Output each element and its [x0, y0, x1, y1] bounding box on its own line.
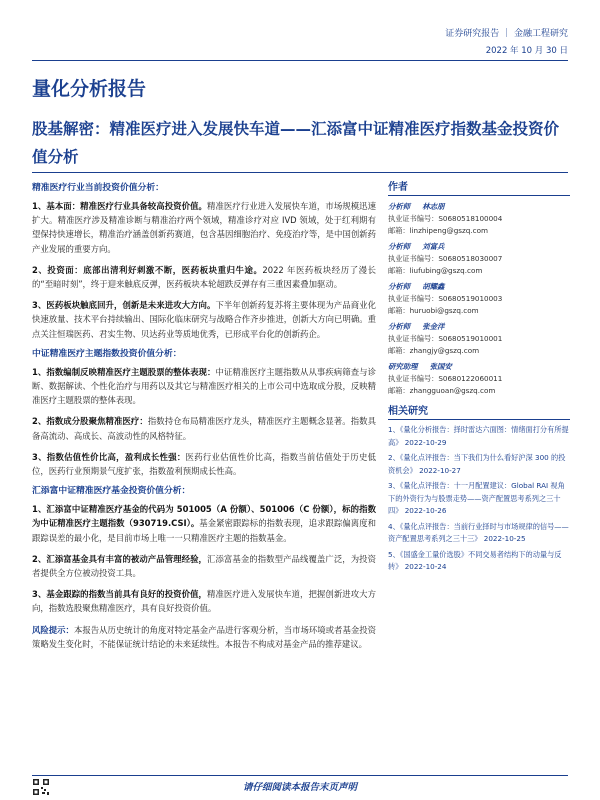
analyst-role: 分析师 胡耀鑫 [388, 282, 445, 291]
related-report-link[interactable]: 3、《量化点评报告：十一月配置建议：Global RAI 视角下的外资行为与股票走势——资产配置思考系列之三十四》 2022-10-26 [388, 481, 565, 515]
related-report-link[interactable]: 5、《国盛金工量价选股》不同交易者结构下的动量与反转》 2022-10-24 [388, 549, 562, 571]
related-date: 2022-10-24 [404, 562, 447, 571]
header-divider [32, 60, 568, 61]
analyst-role: 分析师 张金洋 [388, 322, 445, 331]
section-fund [32, 485, 376, 615]
related-report-link[interactable]: 2、《量化点评报告：当下我们为什么看好沪深 300 的投资机会》 2022-10-27 [388, 453, 566, 475]
analyst-email[interactable]: 邮箱：zhangjy@gszq.com [388, 345, 480, 355]
analyst-role: 分析师 林志朋 [388, 202, 445, 211]
paragraph-lead: 1、汇添富中证精准医疗基金的代码为 501005（A 份额）、501006（C 份额），标的指数为中证精准医疗主题指数（930719.CSI）。 [32, 504, 376, 529]
analyst-email[interactable]: 邮箱：liufubing@gszq.com [388, 265, 483, 275]
analyst-name: 张国安 [429, 362, 452, 371]
title-divider [32, 172, 568, 173]
related-date: 2022-10-29 [404, 437, 447, 447]
footer-divider [32, 775, 568, 776]
summary-paragraph [32, 450, 376, 478]
sidebar [388, 178, 570, 577]
paragraph-lead: 2、汇添富基金具有丰富的被动产品管理经验， [32, 553, 207, 564]
analyst-card [388, 200, 570, 236]
analyst-cert: 执业证书编号：S0680518100004 [388, 214, 503, 223]
paragraph-text: 医药行业估值性价比高，指数当前估值处于历史低位，医药行业预期景气度扩张，指数盈利预期成长性高。 [32, 451, 376, 477]
summary-paragraph [32, 502, 376, 545]
paragraph-text: 汇添富基金的指数型产品线覆盖广泛，为投资者提供全方位被动投资工具。 [32, 553, 377, 579]
analyst-card [388, 320, 570, 356]
paragraph-lead: 3、基金跟踪的指数当前具有良好的投资价值， [32, 589, 207, 600]
analyst-name: 胡耀鑫 [422, 282, 445, 291]
report-type: 量化分析报告 [32, 78, 147, 100]
section-heading: 精准医疗行业当前投资价值分析： [32, 183, 164, 193]
paragraph-lead: 1、指数编制反映精准医疗主题股票的整体表现： [32, 366, 216, 377]
analyst-name: 张金洋 [422, 322, 445, 331]
summary-paragraph [32, 263, 376, 291]
analyst-role: 研究助理 张国安 [388, 362, 452, 371]
related-date: 2022-10-25 [483, 534, 526, 543]
report-title: 股基解密：精准医疗进入发展快车道——汇添富中证精准医疗指数基金投资价值分析 [32, 120, 560, 166]
analyst-card [388, 280, 570, 316]
summary-paragraph [32, 552, 376, 580]
paragraph-lead: 2、投资面：底部出清利好刺激不断，医药板块重归牛途。 [32, 264, 263, 275]
risk-text: 本报告从历史统计的角度对特定基金产品进行客观分析，当市场环境或者基金投资策略发生变化时，不能保证统计结论的未来延续性。本报告不构成对基金产品的推荐建议。 [32, 624, 376, 649]
analyst-cert: 执业证书编号：S0680519010003 [388, 294, 503, 303]
paragraph-text: 基金紧密跟踪标的指数表现，追求跟踪偏离度和跟踪误差的最小化，是目前市场上唯一一只精准医疗主题的指数基金。 [32, 518, 376, 543]
paragraph-text: 2022 年医药板块经历了漫长的“至暗时刻”，终于迎来触底反弹，医药板块本轮超跌反弹存有三重因素叠加驱动。 [32, 264, 376, 290]
risk-label: 风险提示： [32, 624, 74, 635]
analyst-cert: 执业证书编号：S0680122060011 [388, 374, 503, 383]
summary-paragraph [32, 414, 376, 442]
paragraph-text: 精准医疗行业进入发展快车道，市场规模迅速扩大。精准医疗涉及精准诊断与精准治疗两个领域，精准诊疗对应 IVD 领域，处于红利期有望保持快速增长，精准治疗涵盖创新药赛道，包含基因细胞治疗、免疫治疗等，是中国创新药产业发展的重要方向。 [32, 201, 377, 254]
paragraph-text: 中证精准医疗主题指数从从事疾病筛查与诊断、数据解读、个性化治疗与用药以及其它与精准医疗相关的上市公司中选取成分股，反映精准医疗主题股票的整体表现。 [32, 366, 377, 406]
related-date: 2022-10-26 [404, 506, 447, 515]
footer-disclaimer: 请仔细阅读本报告末页声明 [242, 782, 357, 793]
paragraph-lead: 2、指数成分股聚焦精准医疗： [32, 416, 148, 427]
paragraph-lead: 1、基本面：精准医疗行业具备较高投资价值。 [32, 201, 207, 211]
risk-warning [32, 623, 376, 651]
summary-paragraph [32, 587, 376, 615]
related-date: 2022-10-27 [419, 465, 461, 475]
summary-paragraph [32, 199, 376, 256]
summary-column [32, 178, 376, 651]
summary-paragraph [32, 365, 376, 408]
paragraph-lead: 3、指数估值性价比高，盈利成长性强： [32, 451, 186, 462]
analyst-name: 林志朋 [422, 202, 445, 211]
analyst-card [388, 240, 570, 276]
analyst-email[interactable]: 邮箱：zhangguoan@gszq.com [388, 385, 496, 395]
analyst-name: 刘富兵 [422, 242, 445, 251]
related-report-link[interactable]: 4、《量化点评报告：当前行业择时与市场规律的信号——资产配置思考系列之三十三》 2022-10-25 [388, 521, 569, 543]
section-heading: 中证精准医疗主题指数投资价值分析： [32, 348, 182, 359]
analyst-cert: 执业证书编号：S0680519010001 [388, 334, 503, 343]
analyst-card [388, 360, 570, 396]
report-date: 2022 年 10 月 30 日 [485, 46, 568, 56]
section-heading: 汇添富中证精准医疗基金投资价值分析： [32, 486, 191, 497]
header-category: 证券研究报告 ｜ 金融工程研究 [445, 29, 568, 39]
related-heading: 相关研究 [388, 402, 570, 420]
paragraph-text: 精准医疗进入发展快车道，把握创新进攻大方向，指数选股聚焦精准医疗，具有良好投资价值。 [32, 589, 377, 614]
section-index [32, 348, 376, 478]
section-industry [32, 182, 376, 341]
analyst-cert: 执业证书编号：S0680518030007 [388, 254, 503, 263]
paragraph-lead: 3、医药板块触底回升，创新是未来进攻大方向。 [32, 300, 216, 311]
summary-paragraph [32, 298, 376, 341]
authors-heading: 作者 [388, 178, 570, 196]
related-report-link[interactable]: 1、《量化分析报告：择时雷达六面图：情绪面打分有所提高》 2022-10-29 [388, 425, 569, 447]
analyst-email[interactable]: 邮箱：huruobi@gszq.com [388, 305, 479, 315]
paragraph-text: 指数持仓布局精准医疗龙头，精准医疗主题概念显著。指数具备高流动、高成长、高波动性的风格特征。 [32, 416, 376, 441]
paragraph-text: 下半年创新药复苏将主要体现为产品商业化快速放量、技术平台持续输出、国际化临床研究与战略合作齐步推进，创新大方向已明确。重点关注恒瑞医药、君实生物、贝达药业等质地优秀，已形成平台化的创新药企。 [32, 300, 377, 339]
analyst-role: 分析师 刘富兵 [388, 242, 445, 251]
analyst-email[interactable]: 邮箱：linzhipeng@gszq.com [388, 225, 489, 235]
